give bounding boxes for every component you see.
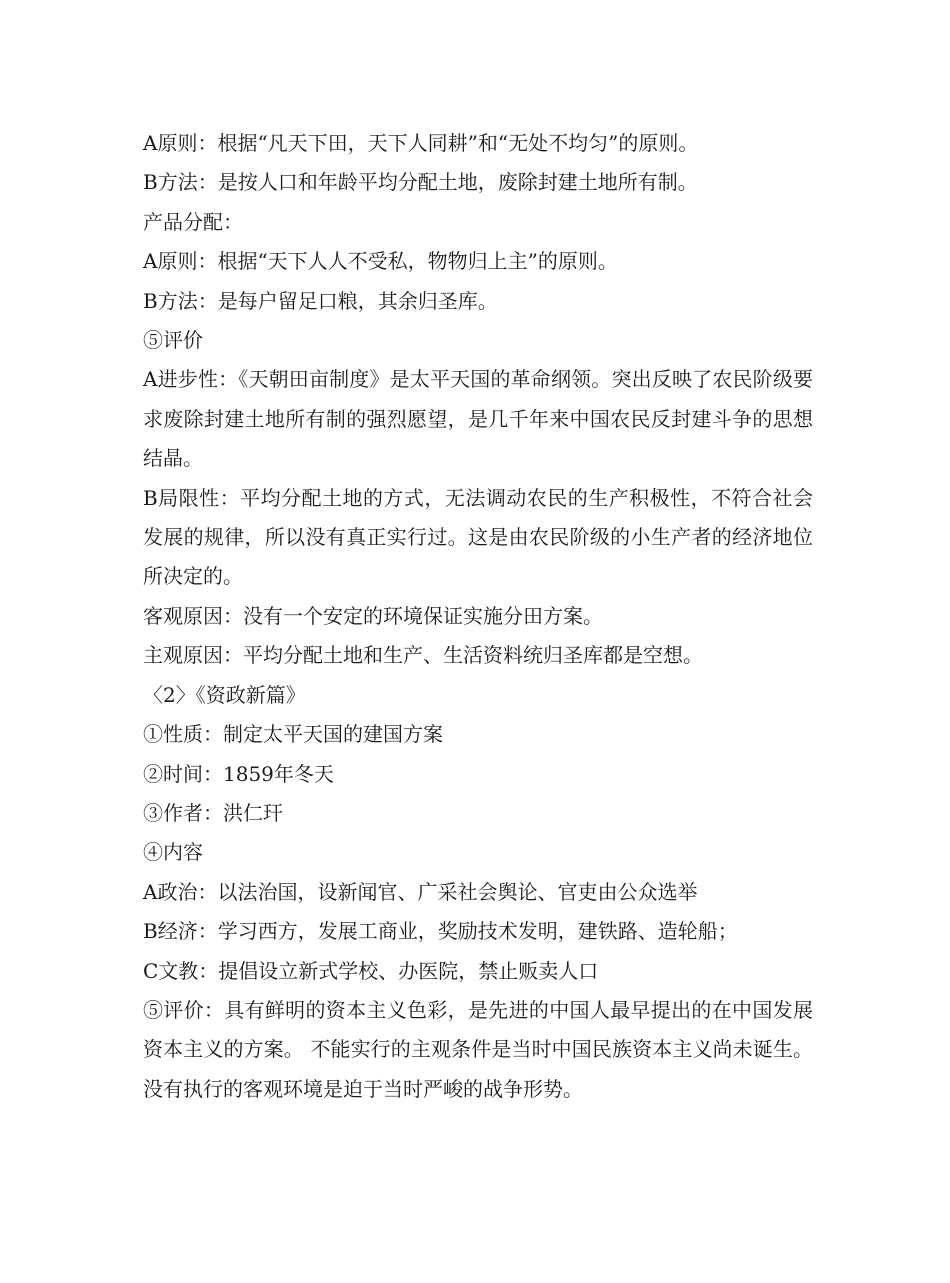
section-heading: ⑤评价 [143, 328, 203, 353]
text-line: B经济：学习西方，发展工商业，奖励技术发明，建铁路、造轮船； [143, 919, 738, 944]
section-heading: 产品分配： [143, 209, 243, 234]
paragraph-limitation: B局限性：平均分配土地的方式，无法调动农民的生产积极性，不符合社会发展的规律，所以没有真正实行过。这是由农民阶级的小生产者的经济地位所决定的。 [143, 485, 813, 589]
text-line: ②时间：1859年冬天 [143, 761, 334, 786]
paragraph-evaluation: ⑤评价：具有鲜明的资本主义色彩，是先进的中国人最早提出的在中国发展资本主义的方案。 不能实行的主观条件是当时中国民族资本主义尚未诞生。没有执行的客观环境是迫于当时严峻的战争形势。 [143, 997, 813, 1101]
text-line: B方法：是按人口和年龄平均分配土地，废除封建土地所有制。 [143, 170, 698, 195]
text-line: ①性质：制定太平天国的建国方案 [143, 722, 443, 747]
text-line: 主观原因：平均分配土地和生产、生活资料统归圣库都是空想。 [143, 643, 703, 668]
text-line: C文教：提倡设立新式学校、办医院，禁止贩卖人口 [143, 958, 599, 983]
text-line: B方法：是每户留足口粮，其余归圣库。 [143, 288, 498, 313]
text-line: A原则：根据“凡天下田，天下人同耕”和“无处不均匀”的原则。 [143, 131, 699, 155]
paragraph-progress: A进步性：《天朝田亩制度》是太平天国的革命纲领。突出反映了农民阶级要求废除封建土地所有制的强烈愿望，是几千年来中国农民反封建斗争的思想结晶。 [143, 367, 813, 471]
text-line: A原则：根据“天下人人不受私，物物归上主”的原则。 [143, 249, 618, 274]
text-line: A政治：以法治国，设新闻官、广采社会舆论、官吏由公众选举 [143, 879, 698, 904]
section-heading: ④内容 [143, 840, 203, 865]
document-page [143, 124, 813, 1109]
section-heading: 〈2〉《资政新篇》 [143, 682, 306, 707]
text-line: 客观原因：没有一个安定的环境保证实施分田方案。 [143, 603, 603, 628]
text-line: ③作者：洪仁玕 [143, 800, 283, 825]
